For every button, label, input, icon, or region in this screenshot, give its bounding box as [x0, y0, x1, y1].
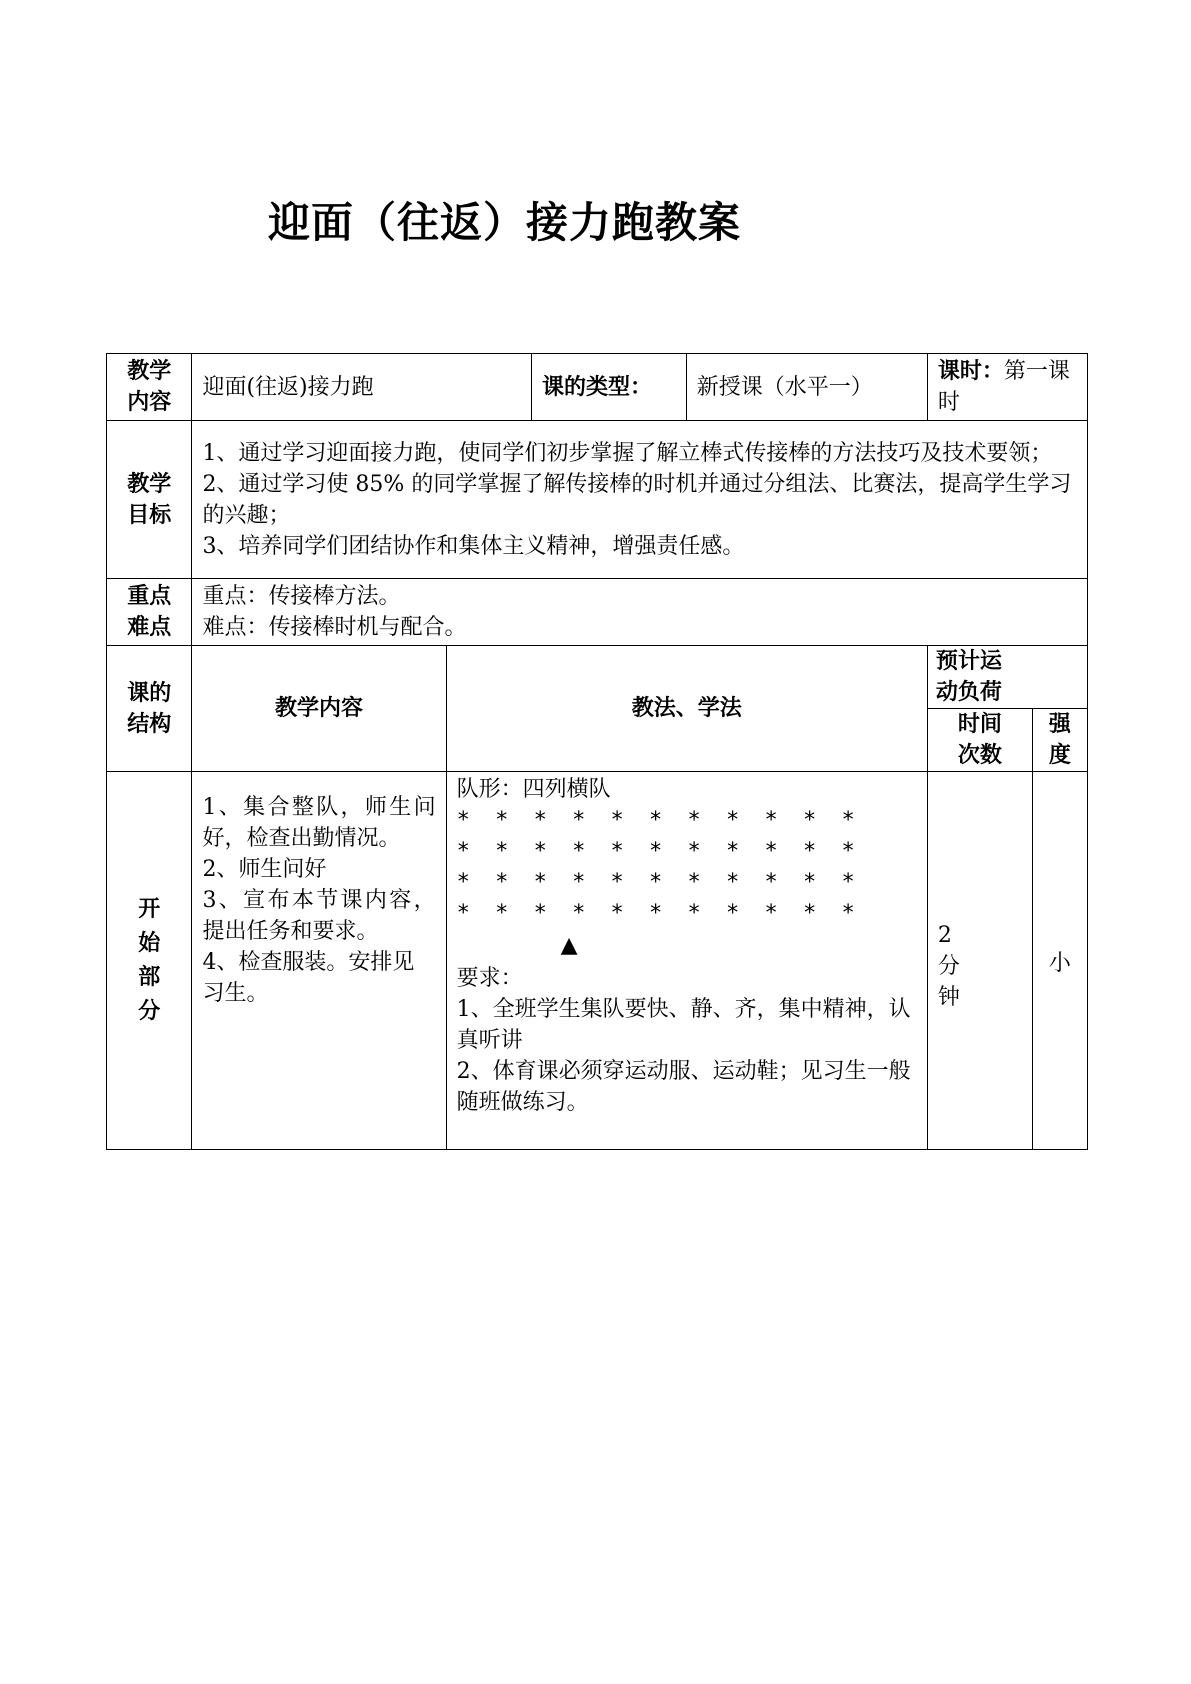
- content-label-cell: [107, 354, 192, 421]
- period-cell: [927, 354, 1087, 421]
- start-content-cell: [192, 772, 446, 1150]
- goals-label-cell: [107, 421, 192, 579]
- difficulty-point: 难点：传接棒时机与配合。: [202, 615, 467, 640]
- type-label: 课的类型：: [542, 374, 653, 400]
- key-points-row: [107, 579, 1088, 646]
- formation-row-1: * * * * * * * * * * *: [456, 808, 861, 833]
- teacher-position-icon: ▲: [560, 933, 578, 958]
- type-label-cell: [532, 354, 687, 421]
- intensity-header-cell: [1032, 709, 1087, 772]
- start-section-label-cell: [107, 772, 192, 1150]
- key-points-cell: [192, 579, 1088, 646]
- start-time-cell: [927, 772, 1032, 1150]
- goals-label: 教学目标: [127, 471, 172, 528]
- goal-item-1: 1、通过学习迎面接力跑，使同学们初步掌握了解立棒式传接棒的方法技巧及技术要领；: [202, 440, 1053, 466]
- period-value: 第一课时: [937, 359, 1070, 415]
- structure-header-cell: [107, 646, 192, 772]
- type-value-cell: [686, 354, 927, 421]
- type-value: 新授课（水平一）: [696, 374, 873, 400]
- load-header: 预计运动负荷: [935, 649, 1002, 705]
- start-content-2: 2、师生问好: [202, 857, 327, 882]
- goals-cell: [192, 421, 1088, 579]
- requirements-title: 要求：: [456, 966, 523, 991]
- start-intensity: 小: [1048, 951, 1071, 976]
- time-header: 时间次数: [957, 712, 1002, 768]
- formation-grid: [457, 805, 917, 929]
- content-header-cell: [192, 646, 446, 772]
- start-section-row: [107, 772, 1088, 1150]
- formation-title: 队形：四列横队: [456, 777, 611, 802]
- goal-item-2: 2、通过学习使 85% 的同学掌握了解传接棒的时机并通过分组法、比赛法，提高学生学习的兴趣；: [202, 471, 1072, 528]
- formation-row-3: * * * * * * * * * * *: [456, 870, 861, 895]
- formation-row-2: * * * * * * * * * * *: [456, 839, 861, 864]
- intensity-header: 强度: [1048, 712, 1071, 768]
- start-content-4: 4、检查服装。安排见习生。: [202, 950, 415, 1006]
- method-header-cell: [446, 646, 927, 772]
- start-section-label: 开始部分: [138, 896, 161, 1024]
- content-label: 教学内容: [127, 359, 172, 415]
- time-header-cell: [927, 709, 1032, 772]
- start-content-3: 3、宣布本节课内容，提出任务和要求。: [202, 888, 436, 944]
- content-value-cell: [192, 354, 532, 421]
- page-title: 迎面（往返）接力跑教案: [268, 198, 742, 247]
- period-label: 课时：: [937, 359, 1004, 384]
- requirement-1: 1、全班学生集队要快、静、齐，集中精神，认真听讲: [456, 997, 911, 1053]
- start-method-cell: [446, 772, 927, 1150]
- key-points-label-cell: [107, 579, 192, 646]
- goals-row: [107, 421, 1088, 579]
- content-header: 教学内容: [275, 696, 364, 721]
- structure-header: 课的结构: [127, 680, 172, 737]
- start-time: 2分钟: [937, 923, 960, 1010]
- load-header-cell: [927, 646, 1087, 709]
- lesson-plan-table: [106, 353, 1088, 1150]
- start-intensity-cell: [1032, 772, 1087, 1150]
- method-header: 教法、学法: [631, 696, 742, 721]
- content-value: 迎面(往返)接力跑: [202, 374, 374, 400]
- column-header-row: [107, 646, 1088, 709]
- start-content-1: 1、集合整队，师生问好，检查出勤情况。: [202, 795, 436, 851]
- header-row: [107, 354, 1088, 421]
- key-point: 重点：传接棒方法。: [202, 584, 401, 609]
- requirement-2: 2、体育课必须穿运动服、运动鞋；见习生一般随班做练习。: [456, 1059, 911, 1115]
- formation-row-4: * * * * * * * * * * *: [456, 901, 861, 926]
- goal-item-3: 3、培养同学们团结协作和集体主义精神，增强责任感。: [202, 533, 745, 559]
- key-points-label: 重点难点: [127, 584, 172, 640]
